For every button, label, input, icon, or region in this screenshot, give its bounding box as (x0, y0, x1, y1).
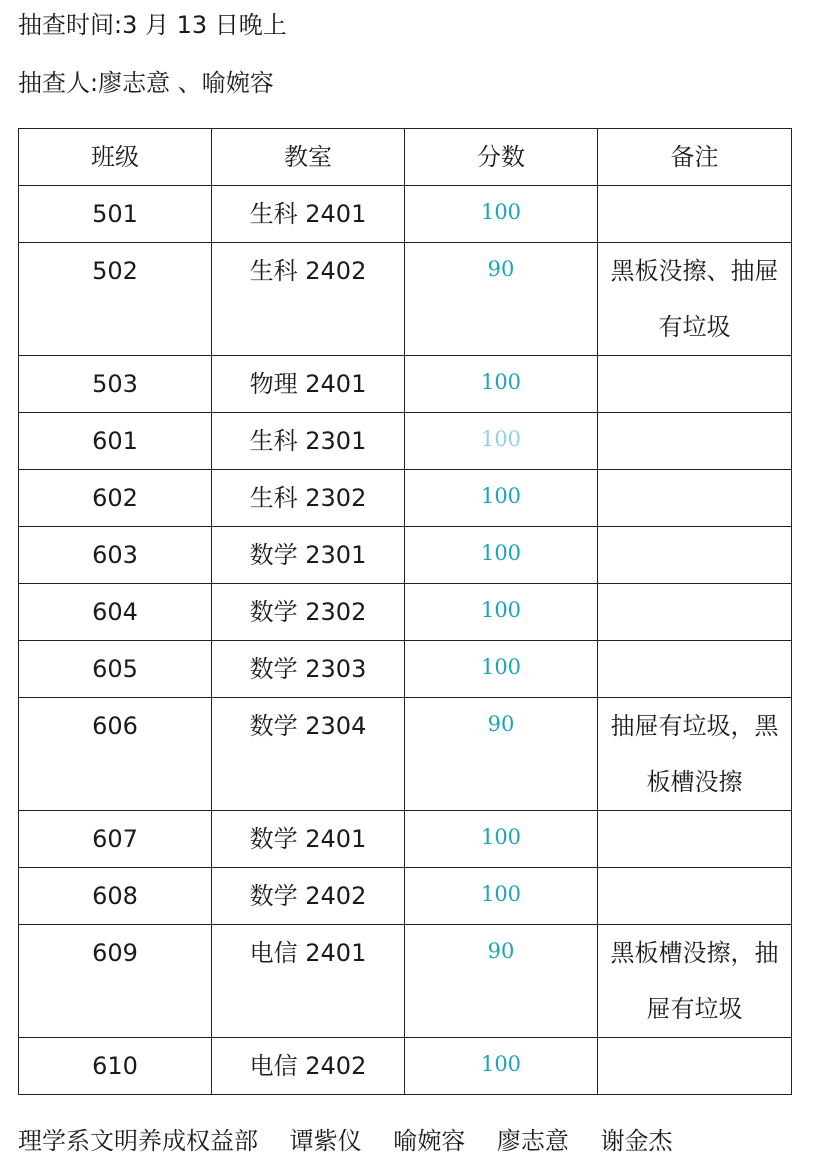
cell-score: 100 (405, 527, 598, 584)
cell-note (598, 356, 792, 413)
cell-note (598, 1038, 792, 1095)
cell-note (598, 527, 792, 584)
table-header-row (19, 129, 792, 186)
cell-note: 黑板槽没擦，抽屉有垃圾 (598, 925, 792, 1038)
cell-note (598, 413, 792, 470)
cell-score: 90 (405, 243, 598, 356)
inspection-score-table (18, 128, 792, 1095)
cell-class: 603 (19, 527, 212, 584)
footer-member: 廖志意 (496, 1127, 569, 1155)
footer-member: 谢金杰 (600, 1127, 673, 1155)
cell-room: 数学 2301 (212, 527, 405, 584)
cell-class: 604 (19, 584, 212, 641)
cell-note (598, 584, 792, 641)
cell-class: 610 (19, 1038, 212, 1095)
cell-note (598, 186, 792, 243)
cell-room: 物理 2401 (212, 356, 405, 413)
cell-class: 606 (19, 698, 212, 811)
cell-note: 抽屉有垃圾，黑板槽没擦 (598, 698, 792, 811)
cell-room: 生科 2301 (212, 413, 405, 470)
header-class: 班级 (19, 129, 212, 186)
header-room: 教室 (212, 129, 405, 186)
table-row (19, 811, 792, 868)
cell-room: 数学 2302 (212, 584, 405, 641)
header-note: 备注 (598, 129, 792, 186)
cell-score: 100 (405, 641, 598, 698)
table-row (19, 413, 792, 470)
cell-note (598, 811, 792, 868)
cell-class: 602 (19, 470, 212, 527)
cell-room: 生科 2302 (212, 470, 405, 527)
cell-room: 生科 2401 (212, 186, 405, 243)
table-row (19, 641, 792, 698)
table-row (19, 868, 792, 925)
cell-class: 608 (19, 868, 212, 925)
header-score: 分数 (405, 129, 598, 186)
cell-class: 501 (19, 186, 212, 243)
table-row (19, 698, 792, 811)
cell-note: 黑板没擦、抽屉有垃圾 (598, 243, 792, 356)
inspection-time: 抽查时间:3 月 13 日晚上 (18, 11, 287, 39)
cell-room: 电信 2401 (212, 925, 405, 1038)
table-row (19, 470, 792, 527)
table-row (19, 186, 792, 243)
footer-member: 喻婉容 (393, 1127, 466, 1155)
table-row (19, 584, 792, 641)
cell-score: 100 (405, 868, 598, 925)
cell-score: 100 (405, 811, 598, 868)
cell-room: 数学 2401 (212, 811, 405, 868)
cell-score: 100 (405, 356, 598, 413)
table-row (19, 1038, 792, 1095)
footer-member: 谭紫仪 (289, 1127, 362, 1155)
footer-signature (18, 1126, 697, 1156)
cell-note (598, 641, 792, 698)
cell-score: 100 (405, 186, 598, 243)
cell-room: 生科 2402 (212, 243, 405, 356)
table-row (19, 527, 792, 584)
cell-score: 100 (405, 1038, 598, 1095)
cell-score: 100 (405, 584, 598, 641)
cell-room: 数学 2303 (212, 641, 405, 698)
table-row (19, 243, 792, 356)
cell-class: 502 (19, 243, 212, 356)
cell-room: 数学 2402 (212, 868, 405, 925)
cell-class: 605 (19, 641, 212, 698)
cell-room: 数学 2304 (212, 698, 405, 811)
cell-room: 电信 2402 (212, 1038, 405, 1095)
inspectors: 抽查人:廖志意 、喻婉容 (18, 69, 274, 97)
cell-class: 503 (19, 356, 212, 413)
cell-score: 100 (405, 413, 598, 470)
cell-note (598, 470, 792, 527)
cell-class: 609 (19, 925, 212, 1038)
cell-note (598, 868, 792, 925)
table-row (19, 356, 792, 413)
cell-score: 90 (405, 698, 598, 811)
table-row (19, 925, 792, 1038)
cell-class: 601 (19, 413, 212, 470)
footer-department: 理学系文明养成权益部 (18, 1127, 258, 1155)
cell-class: 607 (19, 811, 212, 868)
cell-score: 90 (405, 925, 598, 1038)
cell-score: 100 (405, 470, 598, 527)
